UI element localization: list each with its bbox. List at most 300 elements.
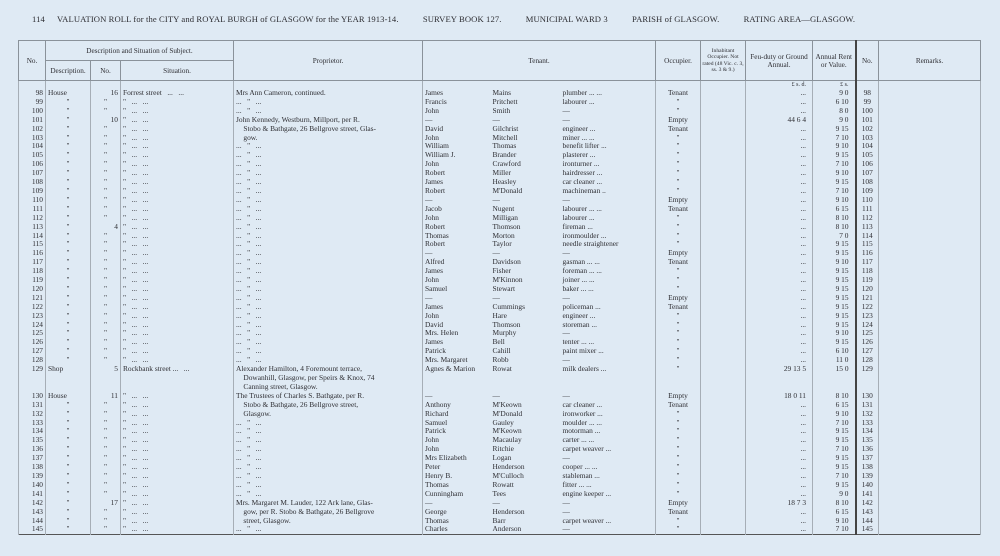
situation: " ... ... — [121, 321, 234, 330]
tenant-first-name: William J. — [425, 150, 456, 160]
tenant-surname: Robb — [492, 355, 509, 365]
situation: " ... ... — [121, 508, 234, 517]
tenant-occupation: labourer ... ... — [561, 205, 656, 214]
proprietor: ... " ... — [234, 196, 423, 205]
tenant-surname: Taylor — [492, 239, 512, 249]
tenant-occupation: — — [561, 392, 656, 401]
tenant-occupation: hairdresser ... — [561, 169, 656, 178]
proprietor: street, Glasgow. — [234, 517, 423, 526]
proprietor: ... " ... — [234, 490, 423, 499]
feu-duty: 44 6 4 — [746, 116, 813, 125]
tenant-first-name — [423, 383, 491, 392]
inhabitant — [701, 303, 746, 312]
proprietor: Stobo & Bathgate, 26 Bellgrove street, — [234, 401, 423, 410]
row-number-right: 114 — [856, 232, 879, 241]
tenant-first-name: Mrs. Margaret — [425, 355, 468, 365]
feu-duty: ... — [746, 151, 813, 160]
feu-duty: ... — [746, 419, 813, 428]
proprietor: ... " ... — [234, 107, 423, 116]
situation: " ... ... — [121, 490, 234, 499]
tenant-first-name: Peter — [425, 462, 441, 472]
row-number-right: 122 — [856, 303, 879, 312]
description: " — [46, 142, 91, 151]
tenant-first-name: Jacob — [425, 203, 442, 213]
tenant-surname: Gauley — [492, 417, 514, 427]
situation: " ... ... — [121, 151, 234, 160]
tenant-occupation: labourer ... — [561, 214, 656, 223]
row-number: 103 — [19, 134, 46, 143]
annual-rent: 7 10 — [813, 472, 856, 481]
occupier: " — [656, 472, 701, 481]
proprietor: ... " ... — [234, 303, 423, 312]
tenant-surname: Thomson — [492, 221, 521, 231]
occupier: " — [656, 232, 701, 241]
tenant-occupation: moulder ... ... — [561, 419, 656, 428]
occupier: " — [656, 410, 701, 419]
row-number — [19, 374, 46, 383]
tenant-first-name: John — [425, 132, 439, 142]
feu-duty: ... — [746, 472, 813, 481]
situation: " ... ... — [121, 392, 234, 401]
occupier: " — [656, 338, 701, 347]
annual-rent: 8 0 — [813, 107, 856, 116]
row-number-right: 135 — [856, 436, 879, 445]
description: " — [46, 276, 91, 285]
tenant-first-name: David — [425, 123, 444, 133]
col-header-tenant: Tenant. — [423, 41, 656, 81]
description: " — [46, 445, 91, 454]
occupier: " — [656, 365, 701, 374]
tenant-surname: Thomas — [492, 141, 517, 151]
inhabitant — [701, 508, 746, 517]
tenant-occupation: storeman ... — [561, 321, 656, 330]
feu-duty: ... — [746, 223, 813, 232]
row-number-right: 105 — [856, 151, 879, 160]
proprietor: The Trustees of Charles S. Bathgate, per R. — [234, 392, 423, 401]
row-number-right: 125 — [856, 329, 879, 338]
tenant-occupation: miner ... ... — [561, 134, 656, 143]
annual-rent: 7 10 — [813, 419, 856, 428]
situation: " ... ... — [121, 303, 234, 312]
col-header-feu-duty: Feu-duty or Ground Annual. — [746, 41, 813, 81]
tenant-occupation: benefit lifter ... — [561, 142, 656, 151]
feu-duty: ... — [746, 98, 813, 107]
tenant-occupation: engine keeper ... — [561, 490, 656, 499]
tenant-surname: Hare — [492, 310, 507, 320]
tenant-occupation: stableman ... — [561, 472, 656, 481]
situation: " ... ... — [121, 472, 234, 481]
house-number: " — [91, 490, 121, 499]
situation: " ... ... — [121, 125, 234, 134]
inhabitant — [701, 338, 746, 347]
tenant-first-name: — — [425, 292, 433, 302]
tenant-surname: Gilchrist — [492, 123, 519, 133]
description: " — [46, 267, 91, 276]
tenant-surname: Stewart — [492, 283, 516, 293]
situation: " ... ... — [121, 517, 234, 526]
remarks — [879, 321, 981, 330]
feu-duty: 18 0 11 — [746, 392, 813, 401]
tenant-occupation: carter ... ... — [561, 436, 656, 445]
row-number: 140 — [19, 481, 46, 490]
row-number: 133 — [19, 419, 46, 428]
description — [46, 374, 91, 383]
feu-duty: ... — [746, 276, 813, 285]
description: " — [46, 517, 91, 526]
annual-rent — [813, 383, 856, 392]
row-number: 116 — [19, 249, 46, 258]
row-number: 110 — [19, 196, 46, 205]
proprietor: ... " ... — [234, 169, 423, 178]
occupier: " — [656, 160, 701, 169]
tenant-occupation: — — [561, 525, 656, 534]
row-number-right: 121 — [856, 294, 879, 303]
municipal-ward: MUNICIPAL WARD 3 — [525, 14, 608, 24]
feu-duty: ... — [746, 338, 813, 347]
proprietor: ... " ... — [234, 142, 423, 151]
situation: " ... ... — [121, 525, 234, 534]
description: " — [46, 214, 91, 223]
remarks — [879, 232, 981, 241]
tenant-surname: Rowatt — [492, 479, 514, 489]
proprietor: ... " ... — [234, 427, 423, 436]
row-number: 111 — [19, 205, 46, 214]
tenant-first-name: — — [425, 248, 433, 258]
description: " — [46, 499, 91, 508]
inhabitant — [701, 294, 746, 303]
row-number-right: 136 — [856, 445, 879, 454]
situation: " ... ... — [121, 481, 234, 490]
annual-rent: 9 15 — [813, 267, 856, 276]
tenant-occupation: ironworker ... — [561, 410, 656, 419]
proprietor: ... " ... — [234, 160, 423, 169]
row-number-right — [856, 374, 879, 383]
inhabitant — [701, 356, 746, 365]
occupier: " — [656, 517, 701, 526]
tenant-first-name: Francis — [425, 96, 447, 106]
row-number-right: 124 — [856, 321, 879, 330]
tenant-first-name: John — [425, 435, 439, 445]
inhabitant — [701, 107, 746, 116]
occupier: " — [656, 454, 701, 463]
proprietor: ... " ... — [234, 98, 423, 107]
occupier: " — [656, 427, 701, 436]
row-number: 126 — [19, 338, 46, 347]
remarks — [879, 508, 981, 517]
description: " — [46, 160, 91, 169]
remarks — [879, 98, 981, 107]
tenant-first-name: — — [425, 390, 433, 400]
description: " — [46, 223, 91, 232]
occupier: " — [656, 481, 701, 490]
proprietor: ... " ... — [234, 312, 423, 321]
occupier: " — [656, 223, 701, 232]
feu-duty: ... — [746, 508, 813, 517]
house-number: " — [91, 517, 121, 526]
house-number: " — [91, 338, 121, 347]
situation: " ... ... — [121, 232, 234, 241]
feu-duty: ... — [746, 481, 813, 490]
description: " — [46, 196, 91, 205]
tenant-first-name: William — [425, 141, 449, 151]
tenant-occupation: joiner ... ... — [561, 276, 656, 285]
tenant-surname: Crawford — [492, 159, 521, 169]
description: " — [46, 427, 91, 436]
situation: " ... ... — [121, 285, 234, 294]
tenant-surname: M'Keown — [492, 426, 522, 436]
feu-duty: ... — [746, 134, 813, 143]
remarks — [879, 89, 981, 98]
inhabitant — [701, 365, 746, 374]
tenant-first-name: — — [425, 114, 433, 124]
tenant-surname: Logan — [492, 453, 512, 463]
tenant-surname: Smith — [492, 105, 511, 115]
house-number: 5 — [91, 365, 121, 374]
feu-duty: ... — [746, 445, 813, 454]
proprietor: ... " ... — [234, 178, 423, 187]
row-number: 145 — [19, 525, 46, 534]
house-number: " — [91, 472, 121, 481]
tenant-first-name: Charles — [425, 524, 448, 534]
inhabitant — [701, 116, 746, 125]
page-number: 114 — [32, 14, 45, 24]
description: " — [46, 107, 91, 116]
tenant-first-name: Patrick — [425, 346, 446, 356]
row-number-right: 130 — [856, 392, 879, 401]
page-header — [32, 14, 877, 24]
inhabitant — [701, 490, 746, 499]
feu-duty: ... — [746, 89, 813, 98]
row-number: 114 — [19, 232, 46, 241]
house-number: " — [91, 356, 121, 365]
col-header-no2: No. — [856, 41, 879, 81]
tenant-surname: Heasley — [492, 177, 517, 187]
description: " — [46, 249, 91, 258]
proprietor: ... " ... — [234, 294, 423, 303]
inhabitant — [701, 125, 746, 134]
row-number: 100 — [19, 107, 46, 116]
tenant-first-name: James — [425, 301, 444, 311]
remarks — [879, 240, 981, 249]
feu-duty: ... — [746, 490, 813, 499]
inhabitant — [701, 151, 746, 160]
situation: " ... ... — [121, 436, 234, 445]
row-number: 115 — [19, 240, 46, 249]
tenant-occupation: car cleaner ... — [561, 178, 656, 187]
occupier: Tenant — [656, 125, 701, 134]
occupier: " — [656, 276, 701, 285]
proprietor: ... " ... — [234, 347, 423, 356]
table-body — [19, 81, 981, 535]
tenant-surname: Henderson — [492, 506, 525, 516]
description: " — [46, 419, 91, 428]
annual-rent: 7 10 — [813, 525, 856, 534]
situation: " ... ... — [121, 276, 234, 285]
tenant-surname: Davidson — [492, 257, 521, 267]
remarks — [879, 267, 981, 276]
feu-duty: ... — [746, 240, 813, 249]
tenant-surname: Cahill — [492, 346, 511, 356]
description: Shop — [46, 365, 91, 374]
tenant-occupation: plumber ... ... — [561, 89, 656, 98]
tenant-occupation: — — [561, 196, 656, 205]
annual-rent: 9 15 — [813, 276, 856, 285]
row-number: 139 — [19, 472, 46, 481]
remarks — [879, 463, 981, 472]
tenant-first-name: Robert — [425, 239, 446, 249]
inhabitant — [701, 214, 746, 223]
description: " — [46, 205, 91, 214]
proprietor: John Kennedy, Westburn, Millport, per R. — [234, 116, 423, 125]
tenant-occupation: — — [561, 294, 656, 303]
row-number: 108 — [19, 178, 46, 187]
feu-duty — [746, 374, 813, 383]
inhabitant — [701, 401, 746, 410]
tenant-first-name: John — [425, 212, 439, 222]
annual-rent: 9 10 — [813, 169, 856, 178]
row-number-right: 143 — [856, 508, 879, 517]
row-number: 112 — [19, 214, 46, 223]
row-number: 118 — [19, 267, 46, 276]
col-header-description-group: Description and Situation of Subject. — [46, 41, 234, 61]
situation: " ... ... — [121, 98, 234, 107]
occupier: Tenant — [656, 205, 701, 214]
row-number-right: 103 — [856, 134, 879, 143]
row-number: 109 — [19, 187, 46, 196]
feu-duty: 29 13 5 — [746, 365, 813, 374]
proprietor: ... " ... — [234, 525, 423, 534]
annual-rent: 7 10 — [813, 187, 856, 196]
feu-duty: ... — [746, 107, 813, 116]
tenant-surname: Fisher — [492, 266, 511, 276]
occupier: Tenant — [656, 508, 701, 517]
annual-rent: 9 15 — [813, 312, 856, 321]
tenant-surname: Morton — [492, 230, 515, 240]
house-number: " — [91, 258, 121, 267]
proprietor: ... " ... — [234, 454, 423, 463]
house-number: " — [91, 419, 121, 428]
row-number-right: 118 — [856, 267, 879, 276]
annual-rent: 9 15 — [813, 463, 856, 472]
proprietor: ... " ... — [234, 321, 423, 330]
annual-rent: 15 0 — [813, 365, 856, 374]
situation: Forrest street ... ... — [121, 89, 234, 98]
feu-duty: ... — [746, 410, 813, 419]
tenant-surname: Pritchett — [492, 96, 518, 106]
description: " — [46, 481, 91, 490]
inhabitant — [701, 383, 746, 392]
feu-duty: ... — [746, 285, 813, 294]
row-number-right: 141 — [856, 490, 879, 499]
inhabitant — [701, 427, 746, 436]
description: " — [46, 525, 91, 534]
col-header-situation: Situation. — [121, 61, 234, 81]
proprietor: ... " ... — [234, 151, 423, 160]
inhabitant — [701, 258, 746, 267]
occupier: " — [656, 356, 701, 365]
inhabitant — [701, 410, 746, 419]
situation — [121, 374, 234, 383]
tenant-occupation: machineman .. — [561, 187, 656, 196]
row-number-right: 109 — [856, 187, 879, 196]
inhabitant — [701, 89, 746, 98]
proprietor: ... " ... — [234, 232, 423, 241]
annual-rent: 6 15 — [813, 508, 856, 517]
occupier: " — [656, 240, 701, 249]
tenant-occupation: — — [561, 356, 656, 365]
house-number: " — [91, 427, 121, 436]
tenant-first-name: John — [425, 105, 439, 115]
feu-duty: ... — [746, 329, 813, 338]
tenant-occupation: needle straightener — [561, 240, 656, 249]
tenant-surname: Rowat — [492, 364, 512, 374]
inhabitant — [701, 374, 746, 383]
tenant-occupation: foreman ... ... — [561, 267, 656, 276]
description: " — [46, 356, 91, 365]
annual-rent: 8 10 — [813, 499, 856, 508]
description: " — [46, 329, 91, 338]
annual-rent: 9 15 — [813, 249, 856, 258]
occupier: " — [656, 178, 701, 187]
tenant-occupation: ironmoulder ... — [561, 232, 656, 241]
remarks — [879, 427, 981, 436]
occupier: " — [656, 214, 701, 223]
roll-title: VALUATION ROLL for the CITY and ROYAL BURGH of GLASGOW for the YEAR 1913-14. — [56, 14, 399, 24]
tenant-occupation: gasman ... ... — [561, 258, 656, 267]
remarks — [879, 374, 981, 383]
remarks — [879, 445, 981, 454]
row-number-right: 116 — [856, 249, 879, 258]
proprietor: ... " ... — [234, 249, 423, 258]
tenant-first-name: David — [425, 319, 444, 329]
house-number: " — [91, 454, 121, 463]
tenant-surname: Thomson — [492, 319, 521, 329]
occupier: " — [656, 151, 701, 160]
row-number: 99 — [19, 98, 46, 107]
tenant-first-name: Henry B. — [425, 470, 453, 480]
description: " — [46, 232, 91, 241]
house-number: 17 — [91, 499, 121, 508]
feu-units: £ s. d. — [746, 81, 813, 90]
inhabitant — [701, 329, 746, 338]
house-number: " — [91, 481, 121, 490]
tenant-occupation: — — [561, 499, 656, 508]
row-number: 117 — [19, 258, 46, 267]
row-number-right: 108 — [856, 178, 879, 187]
tenant-surname: M'Donald — [492, 408, 523, 418]
inhabitant — [701, 525, 746, 534]
tenant-occupation: carpet weaver ... — [561, 445, 656, 454]
row-number-right: 107 — [856, 169, 879, 178]
proprietor: ... " ... — [234, 436, 423, 445]
house-number: " — [91, 401, 121, 410]
inhabitant — [701, 267, 746, 276]
tenant-surname: Tees — [492, 488, 506, 498]
tenant-surname: M'Donald — [492, 185, 523, 195]
situation: " ... ... — [121, 445, 234, 454]
inhabitant — [701, 481, 746, 490]
row-number: 113 — [19, 223, 46, 232]
occupier — [656, 374, 701, 383]
remarks — [879, 329, 981, 338]
description: " — [46, 401, 91, 410]
tenant-first-name: Cunningham — [425, 488, 464, 498]
row-number: 130 — [19, 392, 46, 401]
description: " — [46, 116, 91, 125]
tenant-first-name: Samuel — [425, 283, 448, 293]
house-number: " — [91, 463, 121, 472]
description: " — [46, 294, 91, 303]
